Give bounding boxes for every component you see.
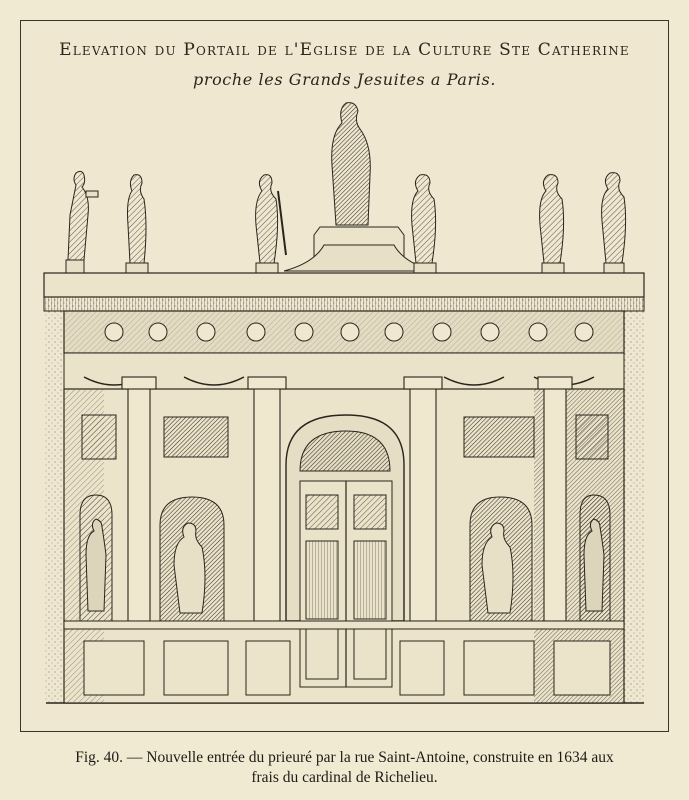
central-statue: [284, 103, 434, 271]
portal-engraving: [24, 95, 666, 713]
plate-subtitle: proche les Grands Jesuites a Paris.: [192, 70, 497, 89]
attic-base: [44, 273, 644, 297]
rooftop-statues: [66, 103, 626, 297]
plate-title: Elevation du Portail de l'Eglise de la Culture Ste Catherine: [59, 40, 630, 60]
relief-panel-right: [464, 417, 534, 457]
figure-caption: [40, 748, 649, 788]
caption-line-1: Fig. 40. — Nouvelle entrée du prieuré par la rue Saint-Antoine, construite en 1634 aux: [75, 749, 614, 766]
frieze: [64, 311, 624, 353]
niche-far-left: [80, 495, 112, 621]
statue-7: [602, 173, 626, 277]
central-doorway: [286, 415, 404, 687]
relief-panel-left: [164, 417, 228, 457]
niche-far-right: [580, 495, 610, 621]
niche-left: [160, 497, 224, 621]
niche-right: [470, 497, 532, 621]
caption-line-2: frais du cardinal de Richelieu.: [251, 769, 438, 786]
statue-1: [66, 171, 98, 274]
